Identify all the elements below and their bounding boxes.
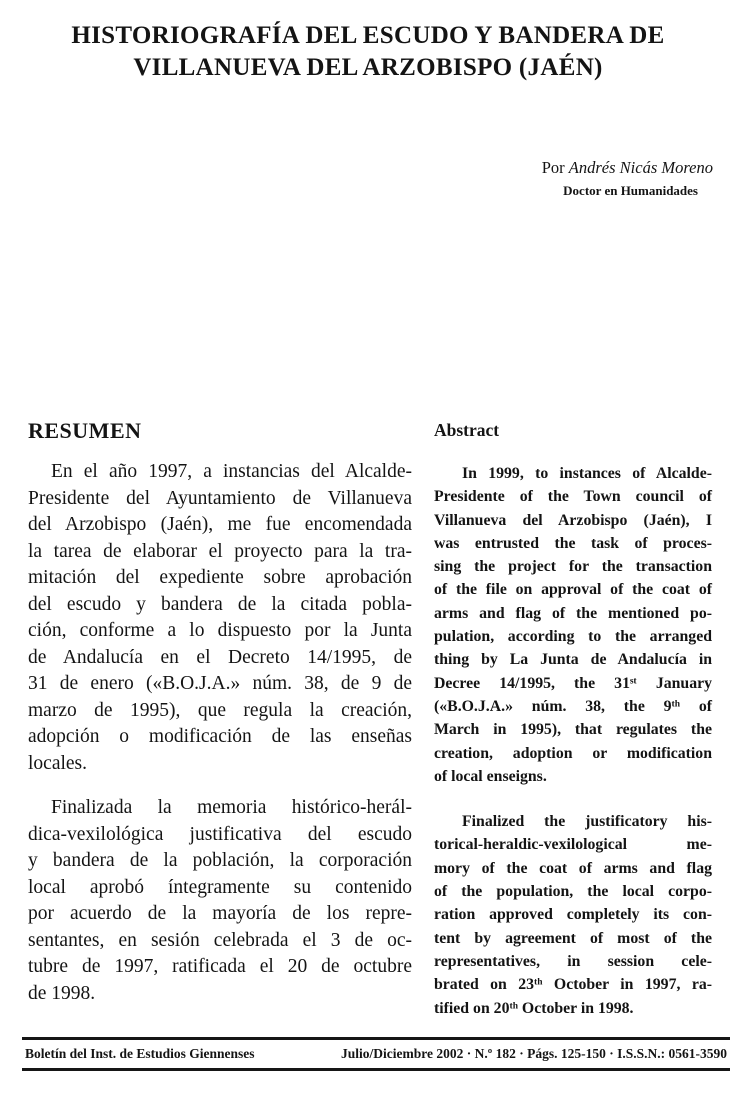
text-line: tent by agreement of most of the — [434, 929, 712, 947]
resumen-text — [28, 459, 412, 1007]
text-line: («B.O.J.A.» núm. 38, the 9ᵗʰ of — [434, 697, 712, 715]
text-line: arms and flag of the mentioned po- — [434, 604, 712, 622]
text-line: de Andalucía en el Decreto 14/1995, de — [28, 646, 412, 668]
text-line: locales. — [28, 752, 88, 774]
text-line: of the file on approval of the coat of — [434, 581, 712, 599]
article-title — [0, 20, 736, 84]
text-line: VILLANUEVA DEL ARZOBISPO (JAÉN) — [133, 54, 603, 81]
text-line: of local enseigns. — [434, 767, 547, 785]
text-line: In 1999, to instances of Alcalde- — [462, 465, 712, 482]
text-line: ration approved completely its con- — [434, 906, 712, 924]
text-line: En el año 1997, a instancias del Alcalde- — [51, 461, 412, 482]
text-line: sing the project for the transaction — [434, 558, 712, 576]
author-name: Andrés Nicás Moreno — [568, 158, 713, 177]
text-line: la tarea de elaborar el proyecto para la tra- — [28, 540, 412, 562]
text-line: creation, adoption or modification — [434, 744, 712, 762]
journal-name: Boletín del Inst. de Estudios Giennenses — [25, 1046, 255, 1061]
text-line: brated on 23ᵗʰ October in 1997, ra- — [434, 976, 712, 994]
text-line: Decree 14/1995, the 31ˢᵗ January — [434, 674, 712, 692]
text-line: representatives, in session cele- — [434, 952, 712, 970]
text-line: Finalizada la memoria histórico-herál- — [51, 797, 412, 818]
text-line: of the population, the local corpo- — [434, 883, 712, 901]
resumen-heading: RESUMEN — [28, 418, 142, 443]
text-line: dica-vexilológica justificativa del escudo — [28, 823, 412, 845]
text-line: March in 1995), that regulates the — [434, 721, 712, 739]
text-line: Presidente of the Town council of — [434, 488, 712, 506]
abstract-heading: Abstract — [434, 420, 500, 440]
text-line: was entrusted the task of proces- — [434, 534, 712, 552]
text-line: mitación del expediente sobre aprobación — [28, 567, 412, 588]
paragraph — [28, 795, 412, 1007]
abstract-text — [434, 462, 712, 1020]
byline-prefix: Por — [541, 158, 569, 177]
text-line: sentantes, en sesión celebrada el 3 de oc- — [28, 929, 412, 951]
paragraph — [434, 462, 712, 788]
text-line: ción, conforme a lo dispuesto por la Junta — [28, 620, 412, 641]
text-line: marzo de 1995), que regula la creación, — [28, 699, 412, 721]
text-line: Presidente del Ayuntamiento de Villanueva — [28, 487, 412, 509]
text-line: mory of the coat of arms and flag — [434, 859, 712, 877]
text-line: del Arzobispo (Jaén), me fue encomendada — [28, 514, 412, 535]
text-line: adopción o modificación de las enseñas — [28, 726, 412, 747]
two-column-body — [28, 420, 712, 1020]
abstract-column — [434, 420, 712, 1020]
resumen-column — [28, 420, 412, 1020]
author-role: Doctor en Humanidades — [563, 183, 698, 198]
byline-author-line — [542, 158, 713, 178]
text-line: tified on 20ᵗʰ October in 1998. — [434, 999, 634, 1017]
text-line: 31 de enero («B.O.J.A.» núm. 38, de 9 de — [28, 673, 412, 694]
text-line: Finalized the justificatory his- — [462, 813, 712, 831]
text-line: del escudo y bandera de la citada pobla- — [28, 593, 412, 615]
text-line: pulation, according to the arranged — [434, 628, 712, 646]
byline — [542, 158, 713, 199]
journal-footer-bar — [22, 1037, 730, 1071]
paragraph — [434, 810, 712, 1020]
text-line: HISTORIOGRAFÍA DEL ESCUDO Y BANDERA DE — [71, 22, 665, 49]
text-line: por acuerdo de la mayoría de los repre- — [28, 903, 412, 924]
text-line: local aprobó íntegramente su contenido — [28, 876, 412, 898]
paragraph — [28, 459, 412, 777]
issue-info: Julio/Diciembre 2002 · N.º 182 · Págs. 125-150 · I.S.S.N.: 0561-3590 — [341, 1046, 727, 1061]
text-line: y bandera de la población, la corporación — [28, 850, 412, 871]
text-line: thing by La Junta de Andalucía in — [434, 651, 712, 669]
text-line: de 1998. — [28, 982, 96, 1004]
text-line: tubre de 1997, ratificada el 20 de octubre — [28, 956, 412, 977]
text-line: torical-heraldic-vexilological me- — [434, 836, 712, 854]
text-line: Villanueva del Arzobispo (Jaén), I — [434, 511, 712, 529]
